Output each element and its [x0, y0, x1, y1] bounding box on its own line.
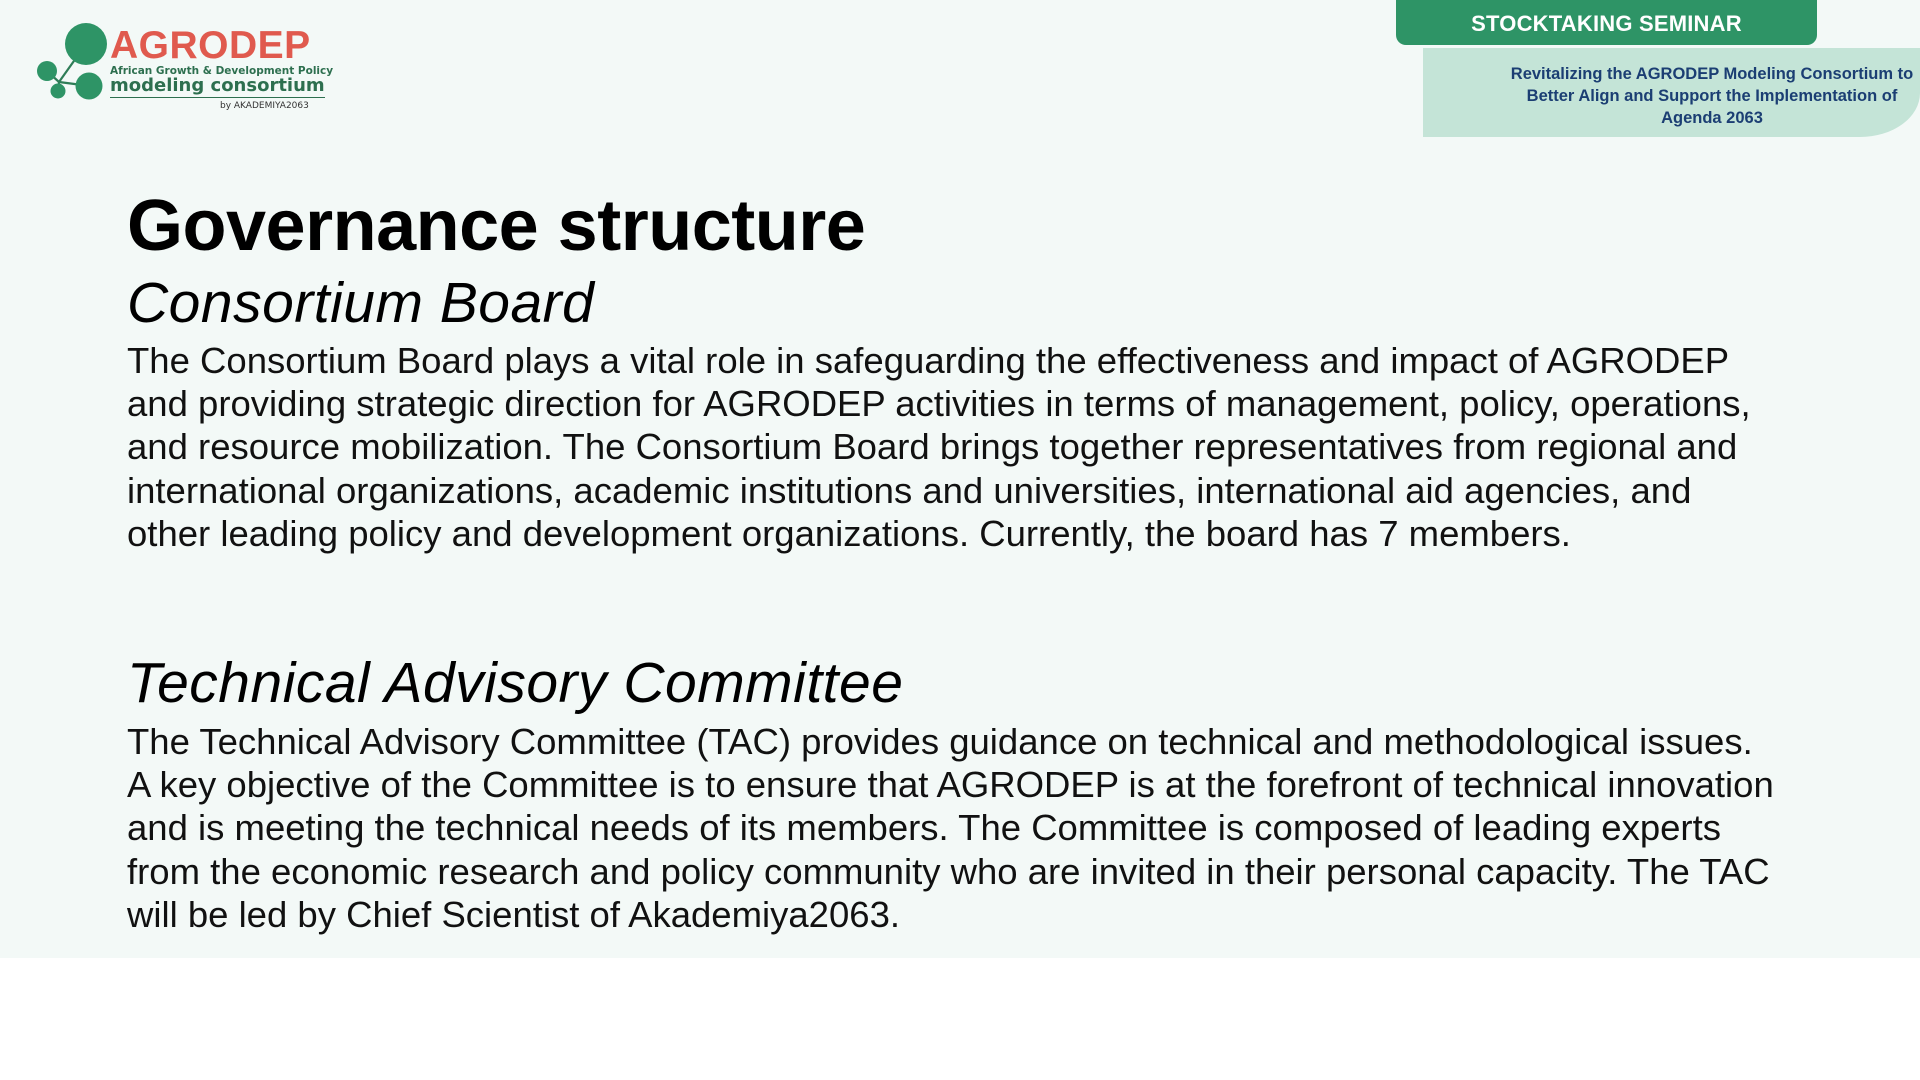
seminar-description: Revitalizing the AGRODEP Modeling Consortium to Better Align and Support the Implementation of Agenda 2063: [1510, 65, 1914, 127]
section-heading-technical-advisory-committee: Technical Advisory Committee: [127, 651, 904, 715]
logo-subtitle: African Growth & Development Policy: [110, 65, 334, 77]
logo-byline: by AKADEMIYA2063: [220, 101, 309, 111]
seminar-tab: STOCKTAKING SEMINAR: [1396, 0, 1817, 45]
section-heading-consortium-board: Consortium Board: [127, 271, 595, 335]
network-nodes-icon: [34, 22, 114, 102]
logo-title: AGRODEP: [110, 24, 311, 67]
page-title: Governance structure: [127, 186, 866, 266]
section-body-technical-advisory-committee: The Technical Advisory Committee (TAC) provides guidance on technical and methodological issues. A key objective of the Committee is to ensure that AGRODEP is at the forefront of technical innovation and is meeting the technical needs of its members. The Committee is composed of leading experts from the economic research and policy community who are invited in their personal capacity. The TAC will be led by Chief Scientist of Akademiya2063.: [127, 721, 1774, 935]
blank-area: [0, 958, 1920, 1080]
seminar-banner: [1423, 48, 1920, 137]
section-body-consortium-board: The Consortium Board plays a vital role in safeguarding the effectiveness and impact of AGRODEP and providing strategic direction for AGRODEP activities in terms of management, policy, operations, and resource mobilization. The Consortium Board brings together representatives from regional and international organizations, academic institutions and universities, international aid agencies, and other leading policy and development organizations. Currently, the board has 7 members.: [127, 340, 1751, 554]
logo-main-text: modeling consortium: [110, 75, 325, 96]
agrodep-logo: [34, 22, 334, 118]
